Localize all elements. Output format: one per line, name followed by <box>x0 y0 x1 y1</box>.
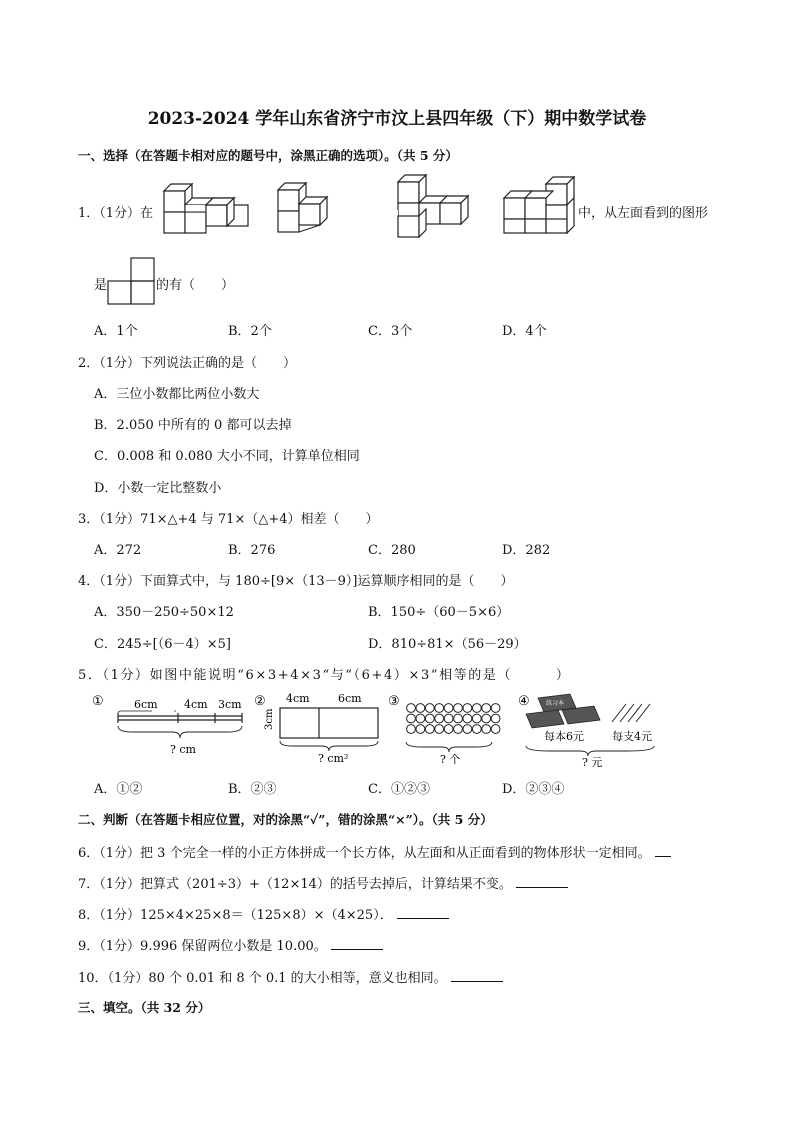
fig3-circle <box>435 714 444 723</box>
fig3-circle <box>407 704 416 713</box>
fig3-circle <box>454 725 463 734</box>
fig3-circle <box>491 714 500 723</box>
fig3-circle <box>482 704 491 713</box>
fig3-circle <box>407 725 416 734</box>
q1-prefix: 1．（1分）在 <box>78 206 154 221</box>
exam-title: 2023-2024 学年山东省济宁市汶上县四年级（下）期中数学试卷 <box>147 109 647 129</box>
q1-cube-figure-2 <box>274 178 344 242</box>
fig3-circle <box>482 725 491 734</box>
fig3-circle <box>435 725 444 734</box>
q1-cube-figure-1 <box>160 176 250 242</box>
q1-line2-suffix: 的有（ ） <box>156 278 235 293</box>
q1-cube-figure-3 <box>382 174 474 242</box>
judge-item-9: 9．（1分）9.996 保留两位小数是 10.00。 <box>78 935 383 954</box>
q5-option-a[interactable]: A．①② <box>94 782 143 797</box>
answer-blank-7[interactable] <box>516 875 568 888</box>
q2-option-b[interactable]: B．2.050 中所有的 0 都可以去掉 <box>94 418 292 433</box>
fig4-total: ? 元 <box>582 756 603 769</box>
q2-stem: 2．（1分）下列说法正确的是（ ） <box>78 356 297 371</box>
fig2-label-3cm: 3cm <box>264 708 275 730</box>
fig4-book-label: 练习本 <box>546 700 565 707</box>
q2-option-a[interactable]: A．三位小数都比两位小数大 <box>94 387 260 402</box>
fig3-circle <box>425 725 434 734</box>
fig3-circle <box>472 725 481 734</box>
fig3-circle <box>444 704 453 713</box>
fig2-label-6cm: 6cm <box>338 692 362 705</box>
q5-figure-2-rectangle <box>252 690 388 764</box>
fig3-circle <box>425 714 434 723</box>
fig1-total: ? cm <box>170 743 196 756</box>
fig2-number: ② <box>254 694 266 709</box>
q1-option-d[interactable]: D．4个 <box>502 324 547 339</box>
q1-option-b[interactable]: B．2个 <box>228 324 272 339</box>
fig3-number: ③ <box>388 694 400 709</box>
q3-option-d[interactable]: D．282 <box>502 543 551 558</box>
fig1-label-3cm: 3cm <box>218 698 242 711</box>
answer-blank-6[interactable] <box>655 844 671 857</box>
q4-option-c[interactable]: C．245÷[（6－4）×5] <box>94 637 232 652</box>
q5-stem: 5．（1分）如图中能说明“6×3+4×3“与“（6+4）×3”相等的是（ ） <box>78 668 571 683</box>
fig4-number: ④ <box>518 694 530 709</box>
fig3-circle <box>425 704 434 713</box>
fig1-label-6cm: 6cm <box>134 698 158 711</box>
fig3-circle <box>472 714 481 723</box>
fig3-circle <box>491 725 500 734</box>
judge-item-6: 6．（1分）把 3 个完全一样的小正方体拼成一个长方体，从左面和从正面看到的物体形状一定相同。 <box>78 842 671 861</box>
section1-heading: 一、选择（在答题卡相对应的题号中，涂黑正确的选项）。（共 5 分） <box>78 148 458 163</box>
q4-option-a[interactable]: A．350－250÷50×12 <box>94 605 234 620</box>
q1-line2-prefix: 是 <box>94 278 108 293</box>
fig3-circle <box>463 725 472 734</box>
judge-item-7: 7．（1分）把算式（201÷3）+（12×14）的括号去掉后，计算结果不变。 <box>78 873 568 892</box>
fig3-circle <box>444 725 453 734</box>
fig2-total: ? cm² <box>318 752 349 765</box>
fig3-circle <box>416 725 425 734</box>
q3-option-c[interactable]: C．280 <box>368 543 416 558</box>
fig3-circle <box>444 714 453 723</box>
judge-item-10: 10．（1分）80 个 0.01 和 8 个 0.1 的大小相等，意义也相同。 <box>78 967 503 986</box>
fig2-label-4cm: 4cm <box>286 692 310 705</box>
q4-option-b[interactable]: B．150÷（60－5×6） <box>368 605 510 620</box>
fig1-label-4cm: 4cm <box>184 698 208 711</box>
answer-blank-9[interactable] <box>331 937 383 950</box>
q3-stem: 3．（1分）71×△+4 与 71×（△+4）相差（ ） <box>78 512 379 527</box>
fig3-circle <box>463 704 472 713</box>
fig4-label-book-price: 每本6元 <box>544 730 584 743</box>
answer-blank-8[interactable] <box>397 906 449 919</box>
q1-option-a[interactable]: A．1个 <box>94 324 138 339</box>
fig3-total: ? 个 <box>440 753 461 766</box>
fig3-circle <box>482 714 491 723</box>
q1-left-view-shape <box>107 257 155 305</box>
fig3-circle <box>407 714 416 723</box>
q5-option-c[interactable]: C．①②③ <box>368 782 430 797</box>
fig4-label-pen-price: 每支4元 <box>612 730 652 743</box>
fig3-circle <box>454 714 463 723</box>
fig3-circle <box>463 714 472 723</box>
section2-heading: 二、判断（在答题卡相应位置，对的涂黑“✓”，错的涂黑“×”）。（共 5 分） <box>78 812 493 827</box>
fig3-circle <box>491 704 500 713</box>
fig3-circle <box>416 714 425 723</box>
q2-option-c[interactable]: C．0.008 和 0.080 大小不同，计算单位相同 <box>94 449 360 464</box>
fig1-number: ① <box>92 694 104 709</box>
section3-heading: 三、填空。（共 32 分） <box>78 1000 211 1015</box>
q5-option-b[interactable]: B．②③ <box>228 782 277 797</box>
q3-option-a[interactable]: A．272 <box>94 543 142 558</box>
fig3-circle <box>472 704 481 713</box>
q2-option-d[interactable]: D．小数一定比整数小 <box>94 481 222 496</box>
q4-stem: 4．（1分）下面算式中，与 180÷[9×（13－9）]运算顺序相同的是（ ） <box>78 574 514 589</box>
q5-option-d[interactable]: D．②③④ <box>502 782 565 797</box>
q1-option-c[interactable]: C．3个 <box>368 324 413 339</box>
q5-figure-4-books-pens <box>516 690 666 770</box>
q3-option-b[interactable]: B．276 <box>228 543 276 558</box>
fig3-circle <box>435 704 444 713</box>
answer-blank-10[interactable] <box>451 969 503 982</box>
fig3-circle <box>454 704 463 713</box>
judge-item-8: 8．（1分）125×4×25×8＝（125×8）×（4×25）． <box>78 904 449 923</box>
fig3-circle <box>416 704 425 713</box>
q1-suffix: 中，从左面看到的图形 <box>578 206 709 221</box>
q4-option-d[interactable]: D．810÷81×（56－29） <box>368 637 527 652</box>
q1-cube-figure-4 <box>500 176 582 242</box>
q5-figure-1-segments <box>92 692 252 764</box>
q5-figure-3-circles <box>386 690 506 766</box>
